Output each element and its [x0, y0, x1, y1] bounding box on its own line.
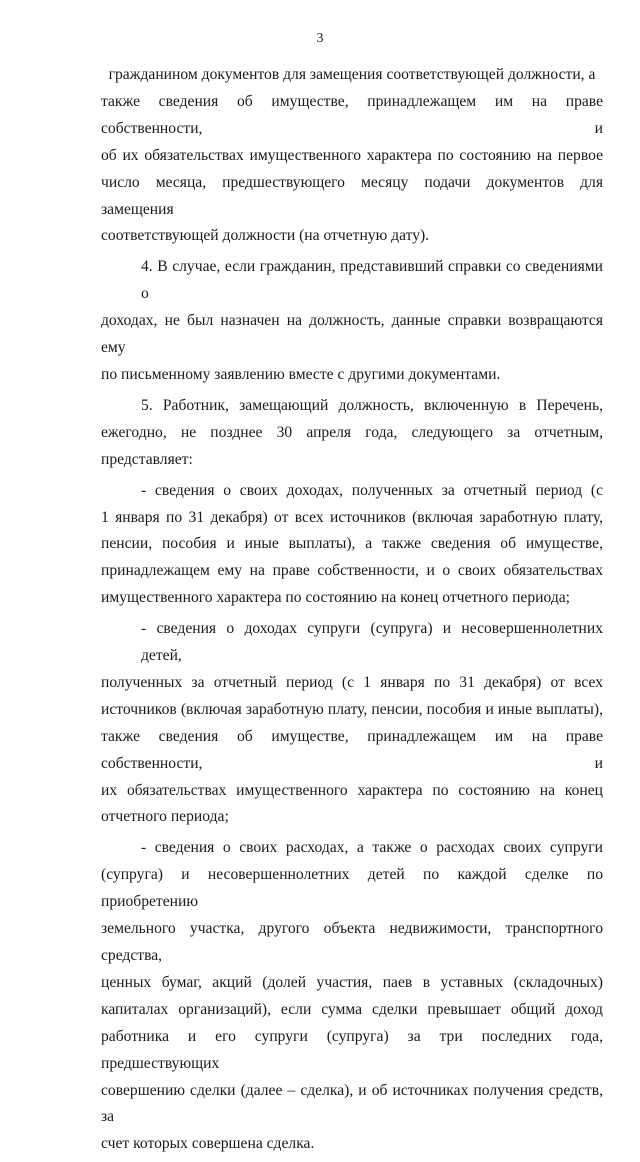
text-line: 1 января по 31 декабря) от всех источников (включая заработную плату, [101, 508, 603, 526]
text-line: 4. В случае, если гражданин, представивший справки со сведениями о [141, 258, 603, 303]
text-line: ценных бумаг, акций (долей участия, паев в уставных (складочных) [101, 973, 603, 991]
text-line: пенсии, пособия и иные выплаты), а также сведения об имуществе, [101, 535, 603, 553]
text-line: доходах, не был назначен на должность, данные справки возвращаются ему [101, 312, 603, 357]
text-line: принадлежащем ему на праве собственности, и о своих обязательствах [101, 562, 603, 580]
text-line: гражданином документов для замещения соответствующей должности, а [108, 66, 596, 83]
text-line: - сведения о своих расходах, а также о расходах своих супруги [141, 839, 603, 857]
text-line: (супруга) и несовершеннолетних детей по каждой сделке по приобретению [101, 866, 603, 911]
text-line: счет которых совершена сделка. [101, 1135, 315, 1153]
text-line: полученных за отчетный период (с 1 января по 31 декабря) от всех [101, 673, 603, 691]
text-line: число месяца, предшествующего месяцу подачи документов для замещения [101, 173, 603, 218]
list-item-own-income [101, 478, 603, 613]
page-number: 3 [316, 31, 324, 46]
text-line: ежегодно, не позднее 30 апреля года, следующего за отчетным, представляет: [101, 423, 603, 468]
paragraph-1 [101, 62, 603, 250]
list-item-expenses [101, 835, 603, 1158]
text-line: также сведения об имуществе, принадлежащем им на праве собственности, и [101, 92, 603, 137]
text-line: об их обязательствах имущественного характера по состоянию на первое [101, 146, 603, 164]
text-line: - сведения о доходах супруги (супруга) и несовершеннолетних детей, [141, 620, 603, 665]
list-item-family-income [101, 616, 603, 831]
paragraph-5 [101, 393, 603, 474]
text-line: по письменному заявлению вместе с другими документами. [101, 365, 501, 383]
text-line: - сведения о своих доходах, полученных за отчетный период (с [141, 481, 603, 499]
text-line: совершению сделки (далее – сделка), и об источниках получения средств, за [101, 1081, 603, 1126]
text-line: капиталах организаций), если сумма сделки превышает общий доход [101, 1000, 603, 1018]
document-body [101, 62, 603, 1162]
text-line: земельного участка, другого объекта недвижимости, транспортного средства, [101, 920, 603, 964]
text-line: 5. Работник, замещающий должность, включенную в Перечень, [141, 396, 603, 414]
text-line: источников (включая заработную плату, пенсии, пособия и иные выплаты), [101, 700, 603, 718]
text-line: соответствующей должности (на отчетную дату). [101, 227, 430, 245]
text-line: отчетного периода; [101, 808, 229, 826]
text-line: работника и его супруги (супруга) за три последних года, предшествующих [101, 1027, 603, 1072]
text-line: имущественного характера по состоянию на конец отчетного периода; [101, 589, 571, 607]
text-line: их обязательствах имущественного характера по состоянию на конец [101, 781, 603, 799]
text-line: также сведения об имуществе, принадлежащем им на праве собственности, и [101, 727, 603, 772]
paragraph-4 [101, 254, 603, 389]
